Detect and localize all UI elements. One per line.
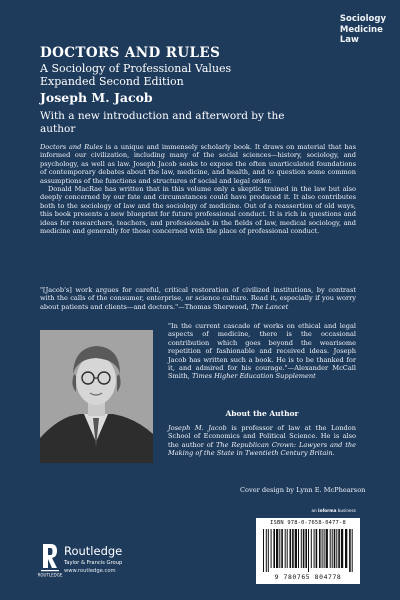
- barcode-bar: [336, 529, 337, 568]
- barcode-bar: [322, 529, 323, 568]
- review-2-text: "In the current cascade of works on ethical and legal aspects of medicine, there is the occasional contribution which goes beyond the wearisome repetition of fashionable and received ideas. Joseph Jacob has written such a book. He is to be thanked for it, and admired for his courage."—Alexander McCall Smith,: [168, 322, 356, 381]
- barcode-bar: [349, 529, 351, 572]
- publisher-group: Taylor & Francis Group: [64, 560, 123, 566]
- isbn-label: ISBN 978-0-7658-0477-8: [270, 520, 346, 526]
- barcode-bar: [332, 529, 333, 568]
- category-medicine: Medicine: [339, 24, 383, 35]
- about-author-name: Joseph M. Jacob: [168, 424, 227, 432]
- barcode-bar: [281, 529, 283, 568]
- about-text-1: is professor of law at the London School of Economics and Political Science. He is also the author of: [168, 424, 356, 449]
- about-author-text: [168, 424, 356, 458]
- category-law: Law: [339, 35, 359, 45]
- description-book-title: Doctors and Rules: [40, 143, 103, 151]
- barcode-bar: [268, 529, 269, 572]
- about-text-2: .: [332, 449, 335, 458]
- review-2-source: Times Higher Education Supplement: [191, 372, 316, 381]
- barcode-bar: [273, 529, 275, 568]
- about-author-heading: About the Author: [225, 409, 299, 418]
- barcode-bar: [287, 529, 288, 568]
- barcode-bar: [316, 529, 318, 568]
- barcode-bar: [308, 529, 309, 572]
- publisher-block: [37, 542, 170, 584]
- barcode-bar: [290, 529, 292, 568]
- about-other-book: The Republican Crown: Lawyers and the Making of the State in Twentieth Century Britain: [168, 440, 357, 458]
- barcode-bar: [319, 529, 321, 568]
- informa-prefix: an: [311, 508, 319, 513]
- publisher-name: Routledge: [64, 544, 123, 558]
- author-name: Joseph M. Jacob: [40, 90, 153, 105]
- barcode-bar: [311, 529, 312, 568]
- barcode-bar: [295, 529, 297, 568]
- review-quote-times: [168, 322, 356, 381]
- publisher-url[interactable]: www.routledge.com: [64, 568, 116, 574]
- informa-brand: informa: [318, 508, 337, 513]
- barcode-bar: [266, 529, 267, 572]
- description-paragraph-1: [40, 143, 356, 185]
- informa-tagline: [311, 508, 356, 513]
- barcode-bar: [292, 529, 294, 568]
- subtitle-line-1: A Sociology of Professional Values: [40, 62, 232, 75]
- barcode-bar: [352, 529, 353, 572]
- barcode-bar: [326, 529, 328, 568]
- barcode-bar: [276, 529, 278, 568]
- description-text-1: is a unique and immensely scholarly book. It draws on material that has informed our civilization, including many of the social sciences—history, sociology, and psychology, as well as law. Joseph Jacob seeks to expose the often unarticulated foundations of contemporary debates about the law, medicine, and health, and to question some common assumptions of the functions and structures of social and legal order.: [40, 143, 356, 185]
- barcode-bar: [298, 529, 299, 568]
- barcode-digits: 9 780765 804778: [274, 573, 342, 581]
- barcode-panel: [256, 518, 360, 584]
- svg-text:ROUTLEDGE: ROUTLEDGE: [37, 572, 63, 578]
- barcode-bar: [334, 529, 336, 568]
- subtitle-line-2: Expanded Second Edition: [40, 75, 184, 88]
- book-description: [40, 143, 356, 235]
- barcode-bar: [324, 529, 325, 568]
- author-portrait-image: [40, 330, 153, 463]
- barcode-bar: [279, 529, 280, 568]
- barcode-bar: [303, 529, 305, 568]
- barcode-bar: [301, 529, 302, 568]
- book-subtitle: [40, 62, 340, 88]
- informa-suffix: business: [336, 508, 356, 513]
- barcode-bar: [305, 529, 307, 568]
- barcode-bar: [285, 529, 286, 568]
- review-1-text: "[Jacob's] work argues for careful, critical restoration of civilized institutions, by contrast with the calls of the consumer, enterprise, or science culture. Read it, especially if you worry about patients and clients—and doctors."—Thomas Sherwood,: [40, 286, 356, 311]
- description-paragraph-2: Donald MacRae has written that in this volume only a skeptic trained in the law but also deeply concerned by our fate and circumstances could have produced it. It also contributes both to the sociology of law and the sociology of medicine. Out of a reassertion of old ways, this book presents a new blueprint for future professional conduct. It is rich in questions and ideas for researchers, teachers, and professionals in the fields of law, medical sociology, and medicine and generally for those concerned with the place of professional conduct.: [40, 185, 356, 236]
- routledge-logo-icon: [37, 542, 63, 578]
- barcode-bar: [345, 529, 347, 568]
- barcode-bar: [338, 529, 340, 568]
- author-photo: [40, 330, 153, 463]
- review-1-source: The Lancet: [250, 302, 289, 311]
- book-title: DOCTORS AND RULES: [40, 45, 221, 61]
- barcode-bar: [271, 529, 272, 568]
- barcode-bar: [314, 529, 315, 568]
- review-quote-lancet: [40, 286, 356, 311]
- barcode-bar: [330, 529, 331, 568]
- cover-design-credit: Cover design by Lynn E. McPhearson: [240, 486, 366, 494]
- barcode-bar: [263, 529, 264, 572]
- barcode-icon: [262, 529, 354, 572]
- intro-note: With a new introduction and afterword by the author: [40, 110, 285, 135]
- barcode-bar: [341, 529, 343, 568]
- subject-categories: [340, 14, 386, 46]
- category-sociology: Sociology: [339, 14, 386, 24]
